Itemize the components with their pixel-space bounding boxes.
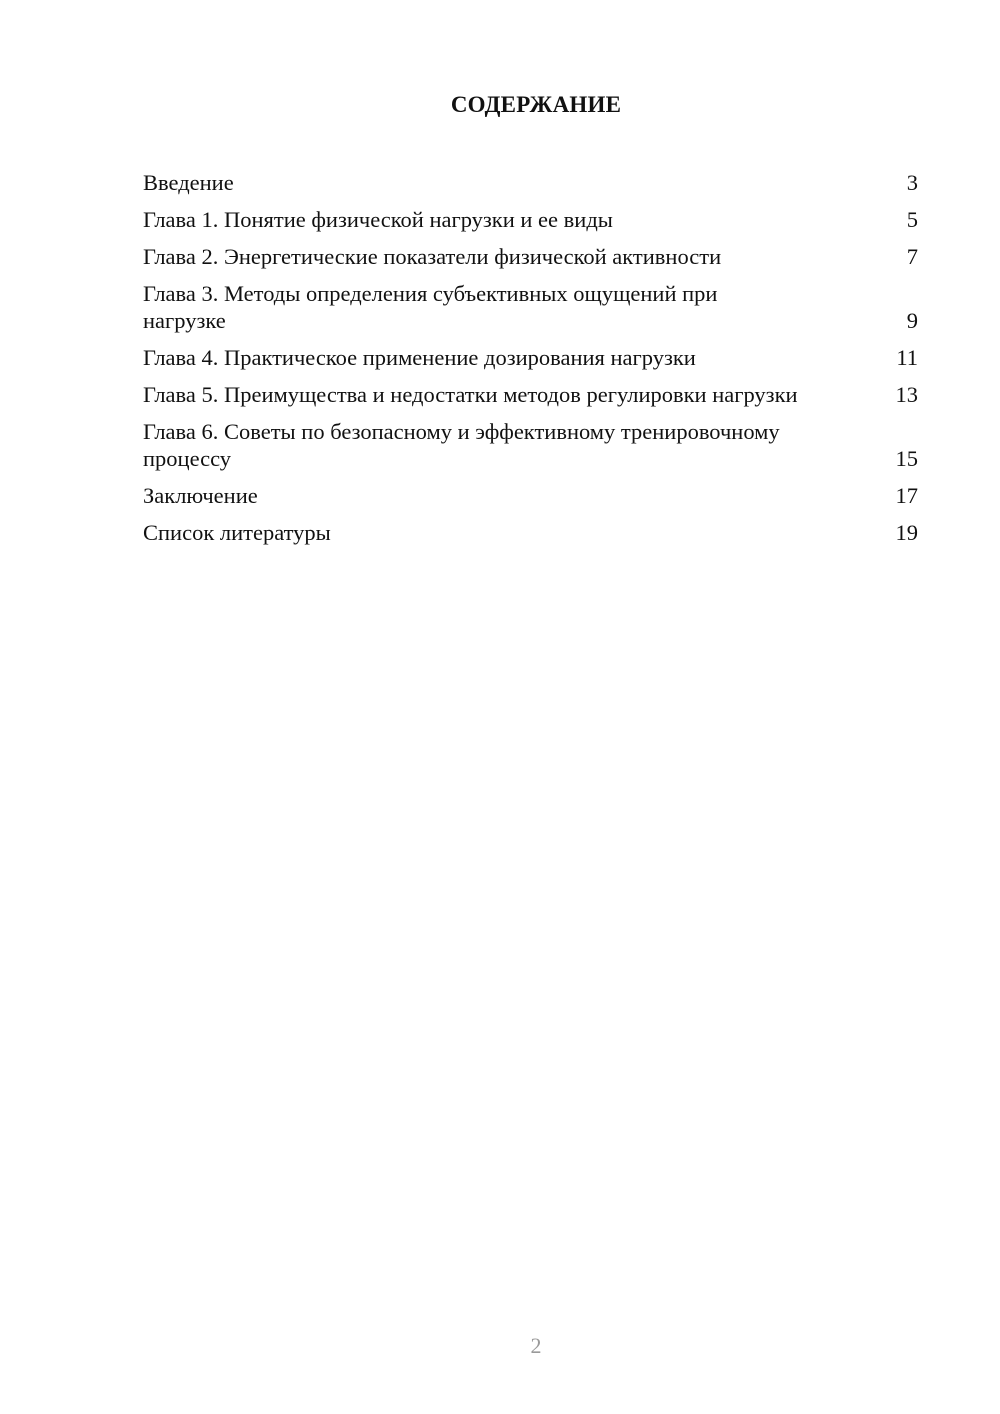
toc-entry-introduction[interactable] [143,169,918,196]
toc-entry-title: Введение [143,170,234,195]
toc-entry-chapter-2[interactable] [143,243,918,270]
toc-entry-title: Глава 5. Преимущества и недостатки методов регулировки нагрузки [143,382,798,407]
table-of-contents [143,169,918,556]
toc-entry-conclusion[interactable] [143,482,918,509]
toc-entry-page: 13 [895,382,918,407]
toc-entry-title: Глава 6. Советы по безопасному и эффективному тренировочному процессу [143,419,780,471]
toc-entry-page: 3 [906,170,918,195]
toc-entry-page: 9 [906,308,918,333]
toc-entry-chapter-5[interactable] [143,381,918,408]
toc-entry-page: 5 [906,207,918,232]
toc-entry-page: 11 [896,345,918,370]
toc-entry-chapter-3[interactable] [143,280,918,334]
toc-entry-references[interactable] [143,519,918,546]
page-number: 2 [530,1333,542,1358]
toc-entry-page: 15 [895,446,918,471]
toc-entry-page: 17 [895,483,918,508]
toc-entry-page: 7 [906,244,918,269]
toc-entry-title: Заключение [143,483,258,508]
toc-entry-title: Список литературы [143,520,331,545]
toc-entry-title: Глава 3. Методы определения субъективных ощущений при нагрузке [143,281,718,333]
toc-entry-title: Глава 4. Практическое применение дозирования нагрузки [143,345,696,370]
toc-entry-chapter-4[interactable] [143,344,918,371]
toc-entry-chapter-6[interactable] [143,418,918,472]
page-title: СОДЕРЖАНИЕ [450,92,622,117]
toc-entry-title: Глава 1. Понятие физической нагрузки и ее виды [143,207,613,232]
toc-entry-page: 19 [895,520,918,545]
toc-entry-title: Глава 2. Энергетические показатели физической активности [143,244,722,269]
toc-entry-chapter-1[interactable] [143,206,918,233]
